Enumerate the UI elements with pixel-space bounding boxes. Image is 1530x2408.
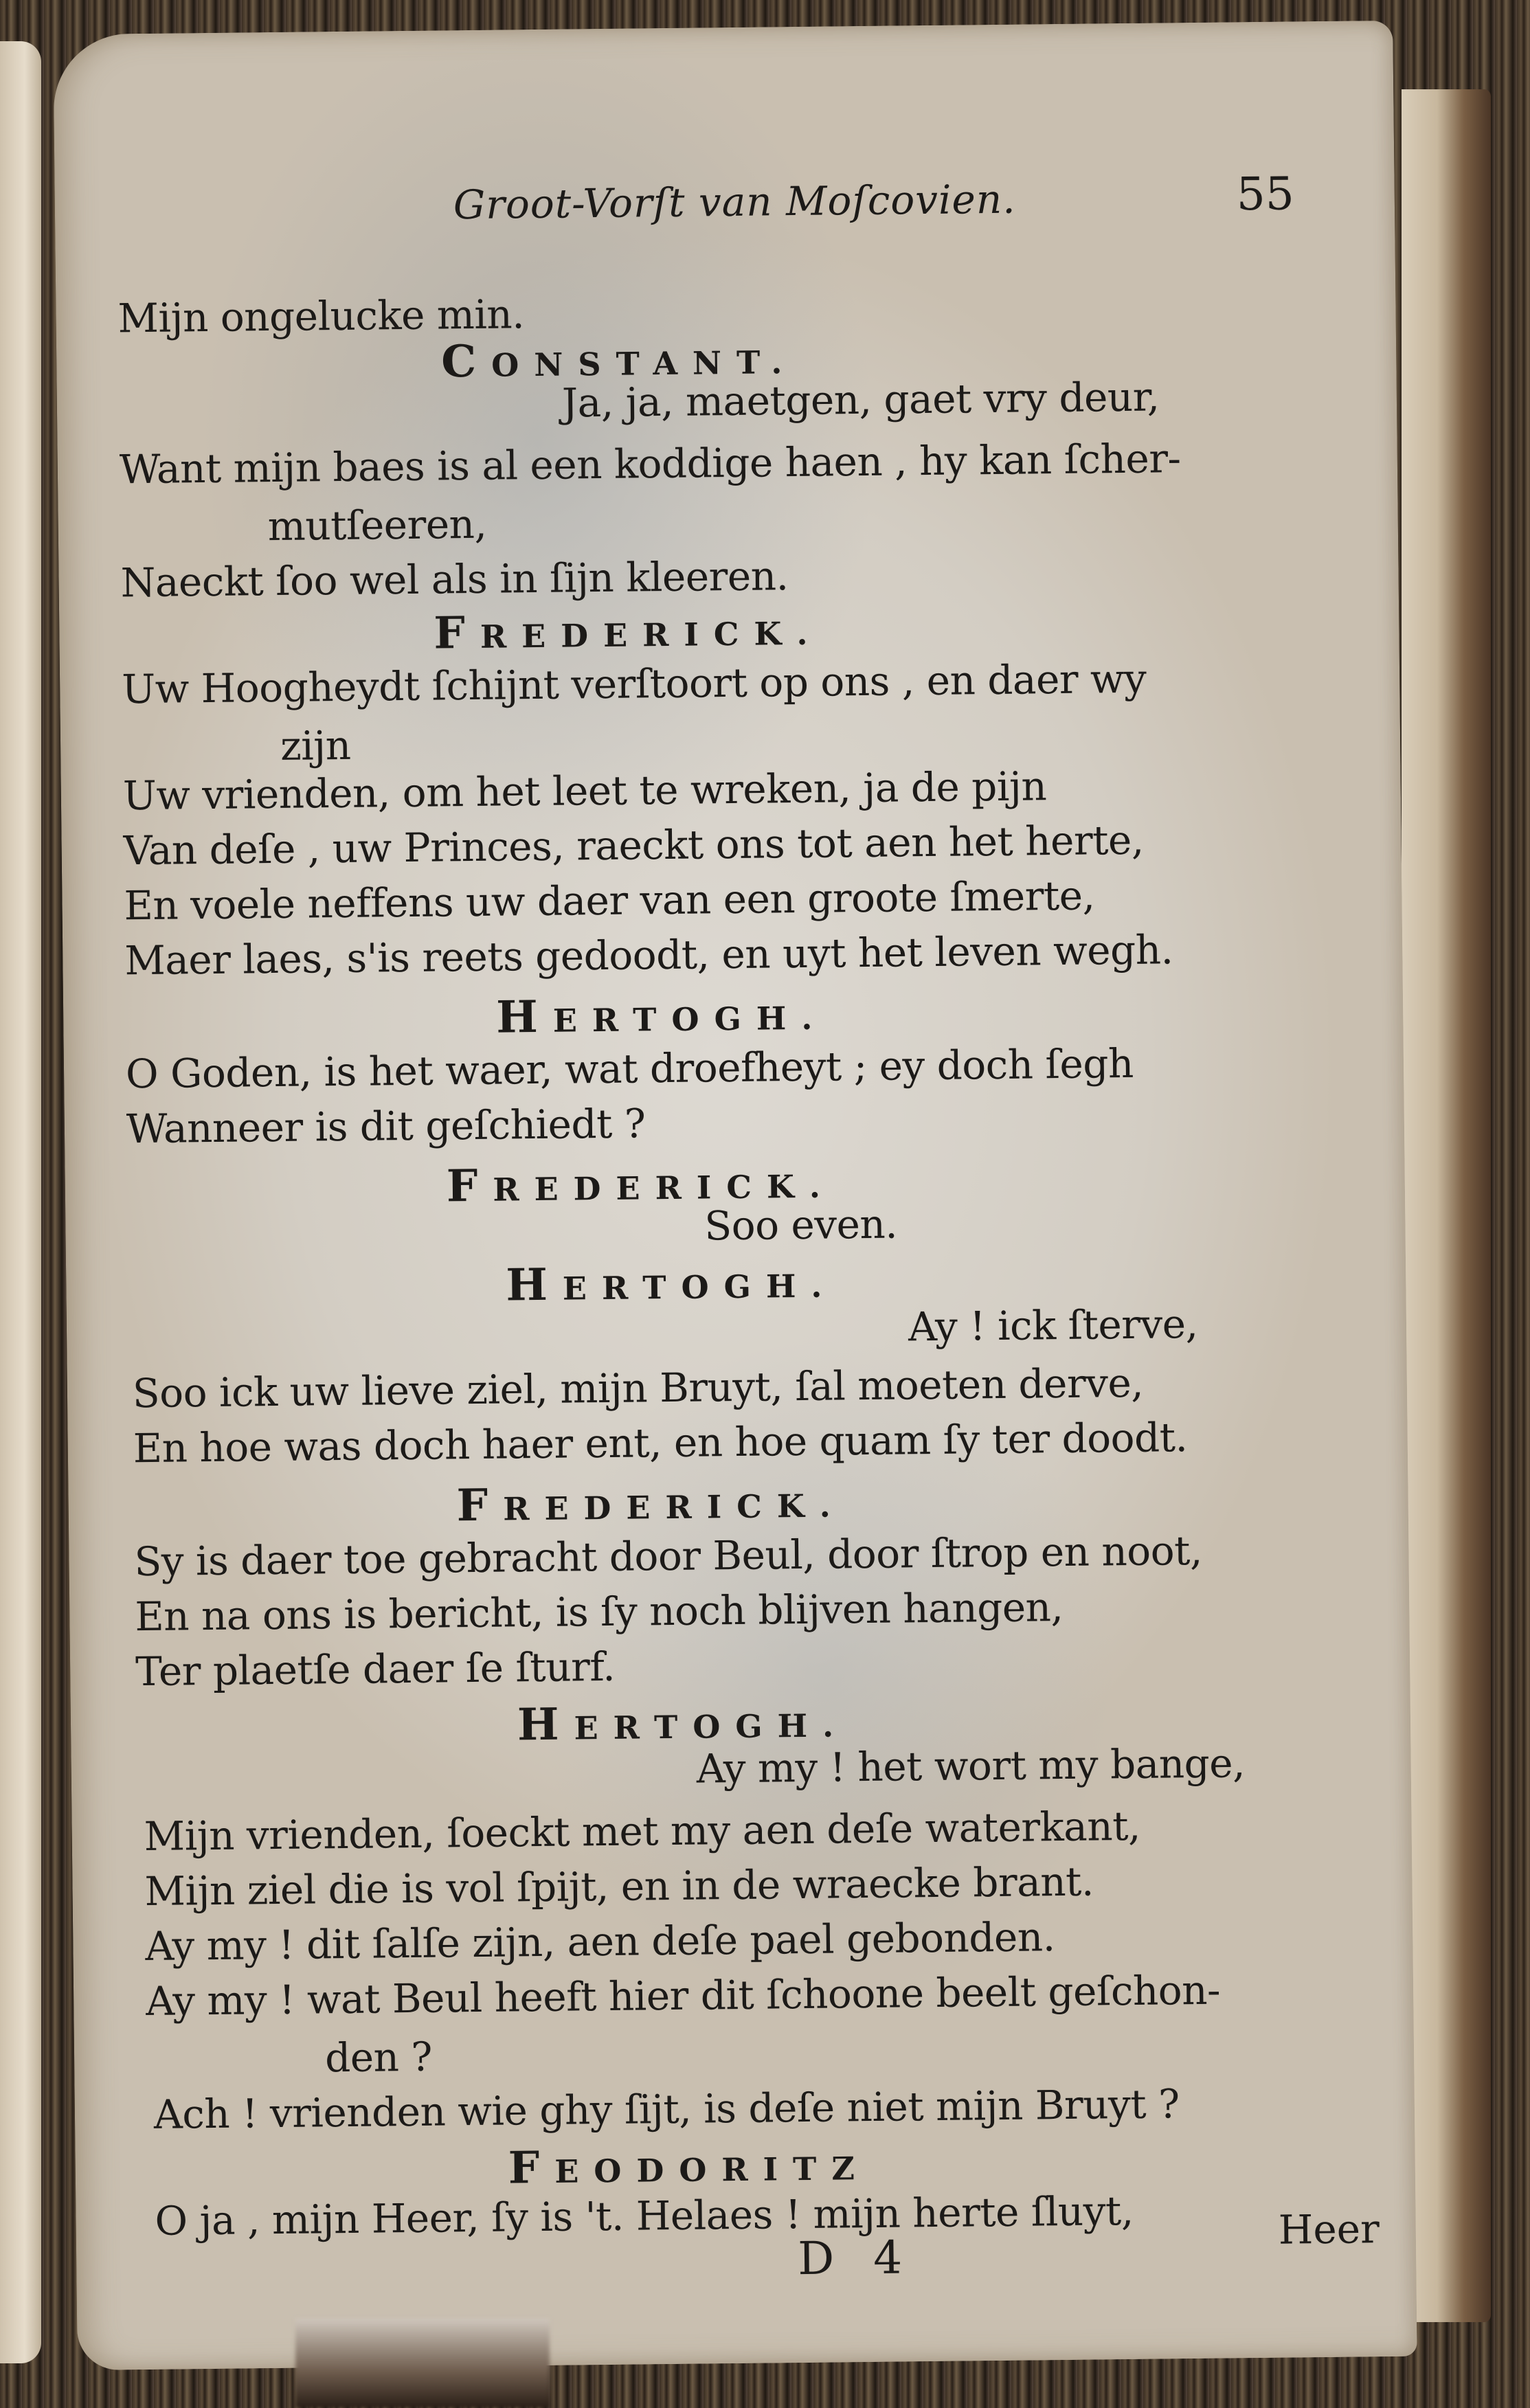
verse-line: Ja, ja, maetgen, gaet vry deur, <box>561 373 1160 427</box>
verse-line: Mijn ongelucke min. <box>117 291 525 342</box>
speaker-initial: H <box>505 1259 563 1312</box>
verse-line: Van deſe , uw Princes, raeckt ons tot aen het herte, <box>123 816 1145 875</box>
verse-line: En voele neffens uw daer van een groote ſmerte, <box>124 872 1095 930</box>
speaker-name <box>456 1476 846 1531</box>
speaker-initial: F <box>446 1160 493 1213</box>
speaker-rest: ERTOGH. <box>562 1267 837 1307</box>
speaker-name <box>508 2139 870 2194</box>
speaker-name <box>517 1696 849 1751</box>
verse-line: Ay ! ick ſterve, <box>908 1300 1198 1351</box>
book-page <box>53 21 1417 2370</box>
verse-line: Ay my ! het wort my bange, <box>696 1740 1246 1792</box>
verse-line: Ay my ! wat Beul heeft hier dit ſchoone beelt geſchon- <box>145 1966 1221 2025</box>
speaker-initial: H <box>517 1698 574 1751</box>
speaker-rest: ERTOGH. <box>574 1707 849 1747</box>
verse-line: mutſeeren, <box>267 500 487 550</box>
signature-mark: D 4 <box>797 2231 915 2286</box>
speaker-initial: F <box>456 1479 504 1532</box>
verse-line: En na ons is bericht, is ſy noch blijven hangen, <box>135 1584 1064 1641</box>
verse-line: Mijn ziel die is vol ſpijt, en in de wraecke brant. <box>144 1858 1094 1915</box>
speaker-rest: ONSTANT. <box>491 343 798 384</box>
speaker-name <box>496 989 828 1044</box>
blurred-object <box>295 2319 550 2408</box>
verse-line: Mijn vrienden, ſoeckt met my aen deſe waterkant, <box>144 1802 1141 1860</box>
verse-line: Naeckt ſoo wel als in ſijn kleeren. <box>120 552 789 607</box>
speaker-initial: F <box>508 2141 555 2194</box>
verse-line: Uw vrienden, om het leet te wreken, ja de pijn <box>122 763 1047 820</box>
speaker-rest: REDERICK. <box>480 614 823 655</box>
speaker-rest: ERTOGH. <box>552 999 828 1039</box>
verse-line: zijn <box>280 721 351 769</box>
verse-line: O Goden, is het waer, wat droefheyt ; ey doch ſegh <box>125 1039 1134 1098</box>
speaker-rest: REDERICK. <box>502 1487 846 1528</box>
verse-line: Soo even. <box>704 1200 898 1250</box>
speaker-rest: EODORITZ <box>554 2150 870 2190</box>
verse-line: Ter plaetſe daer ſe ſturf. <box>135 1643 616 1696</box>
verse-line: Sy is daer toe gebracht door Beul, door ſtrop en noot, <box>134 1527 1203 1586</box>
verse-line: O ja , mijn Heer, ſy is 't. Helaes ! mijn herte ſluyt, <box>155 2187 1134 2244</box>
speaker-rest: REDERICK. <box>493 1167 836 1208</box>
facing-page-edge <box>0 41 41 2363</box>
verse-line: Maer laes, s'is reets gedoodt, en uyt het leven wegh. <box>124 926 1173 984</box>
verse-line: Ach ! vrienden wie ghy ſijt, is deſe niet mijn Bruyt ? <box>153 2080 1180 2138</box>
page-header <box>385 167 1347 245</box>
speaker-name <box>434 604 823 660</box>
book-cover-edge <box>1402 89 1491 2322</box>
speaker-initial: C <box>440 335 492 388</box>
verse-line: En hoe was doch haer ent, en hoe quam ſy ter doodt. <box>133 1414 1188 1472</box>
speaker-name <box>506 1256 837 1311</box>
catchword: Heer <box>1278 2205 1380 2253</box>
verse-line: Want mijn baes is al een koddige haen , hy kan ſcher- <box>119 435 1181 493</box>
running-title: Groot-Vorſt van Moſcovien. <box>453 175 1016 229</box>
speaker-initial: F <box>434 607 481 660</box>
verse-line: Wanneer is dit geſchiedt ? <box>126 1100 646 1153</box>
verse-line: Ay my ! dit ſalſe zijn, aen deſe pael gebonden. <box>145 1913 1055 1970</box>
verse-line: den ? <box>324 2033 433 2082</box>
verse-line: Soo ick uw lieve ziel, mijn Bruyt, ſal moeten derve, <box>132 1359 1144 1417</box>
verse-line: Uw Hoogheydt ſchijnt verſtoort op ons , en daer wy <box>121 655 1147 713</box>
page-text <box>53 21 1417 2370</box>
speaker-initial: H <box>495 991 554 1044</box>
page-number: 55 <box>1236 167 1295 221</box>
